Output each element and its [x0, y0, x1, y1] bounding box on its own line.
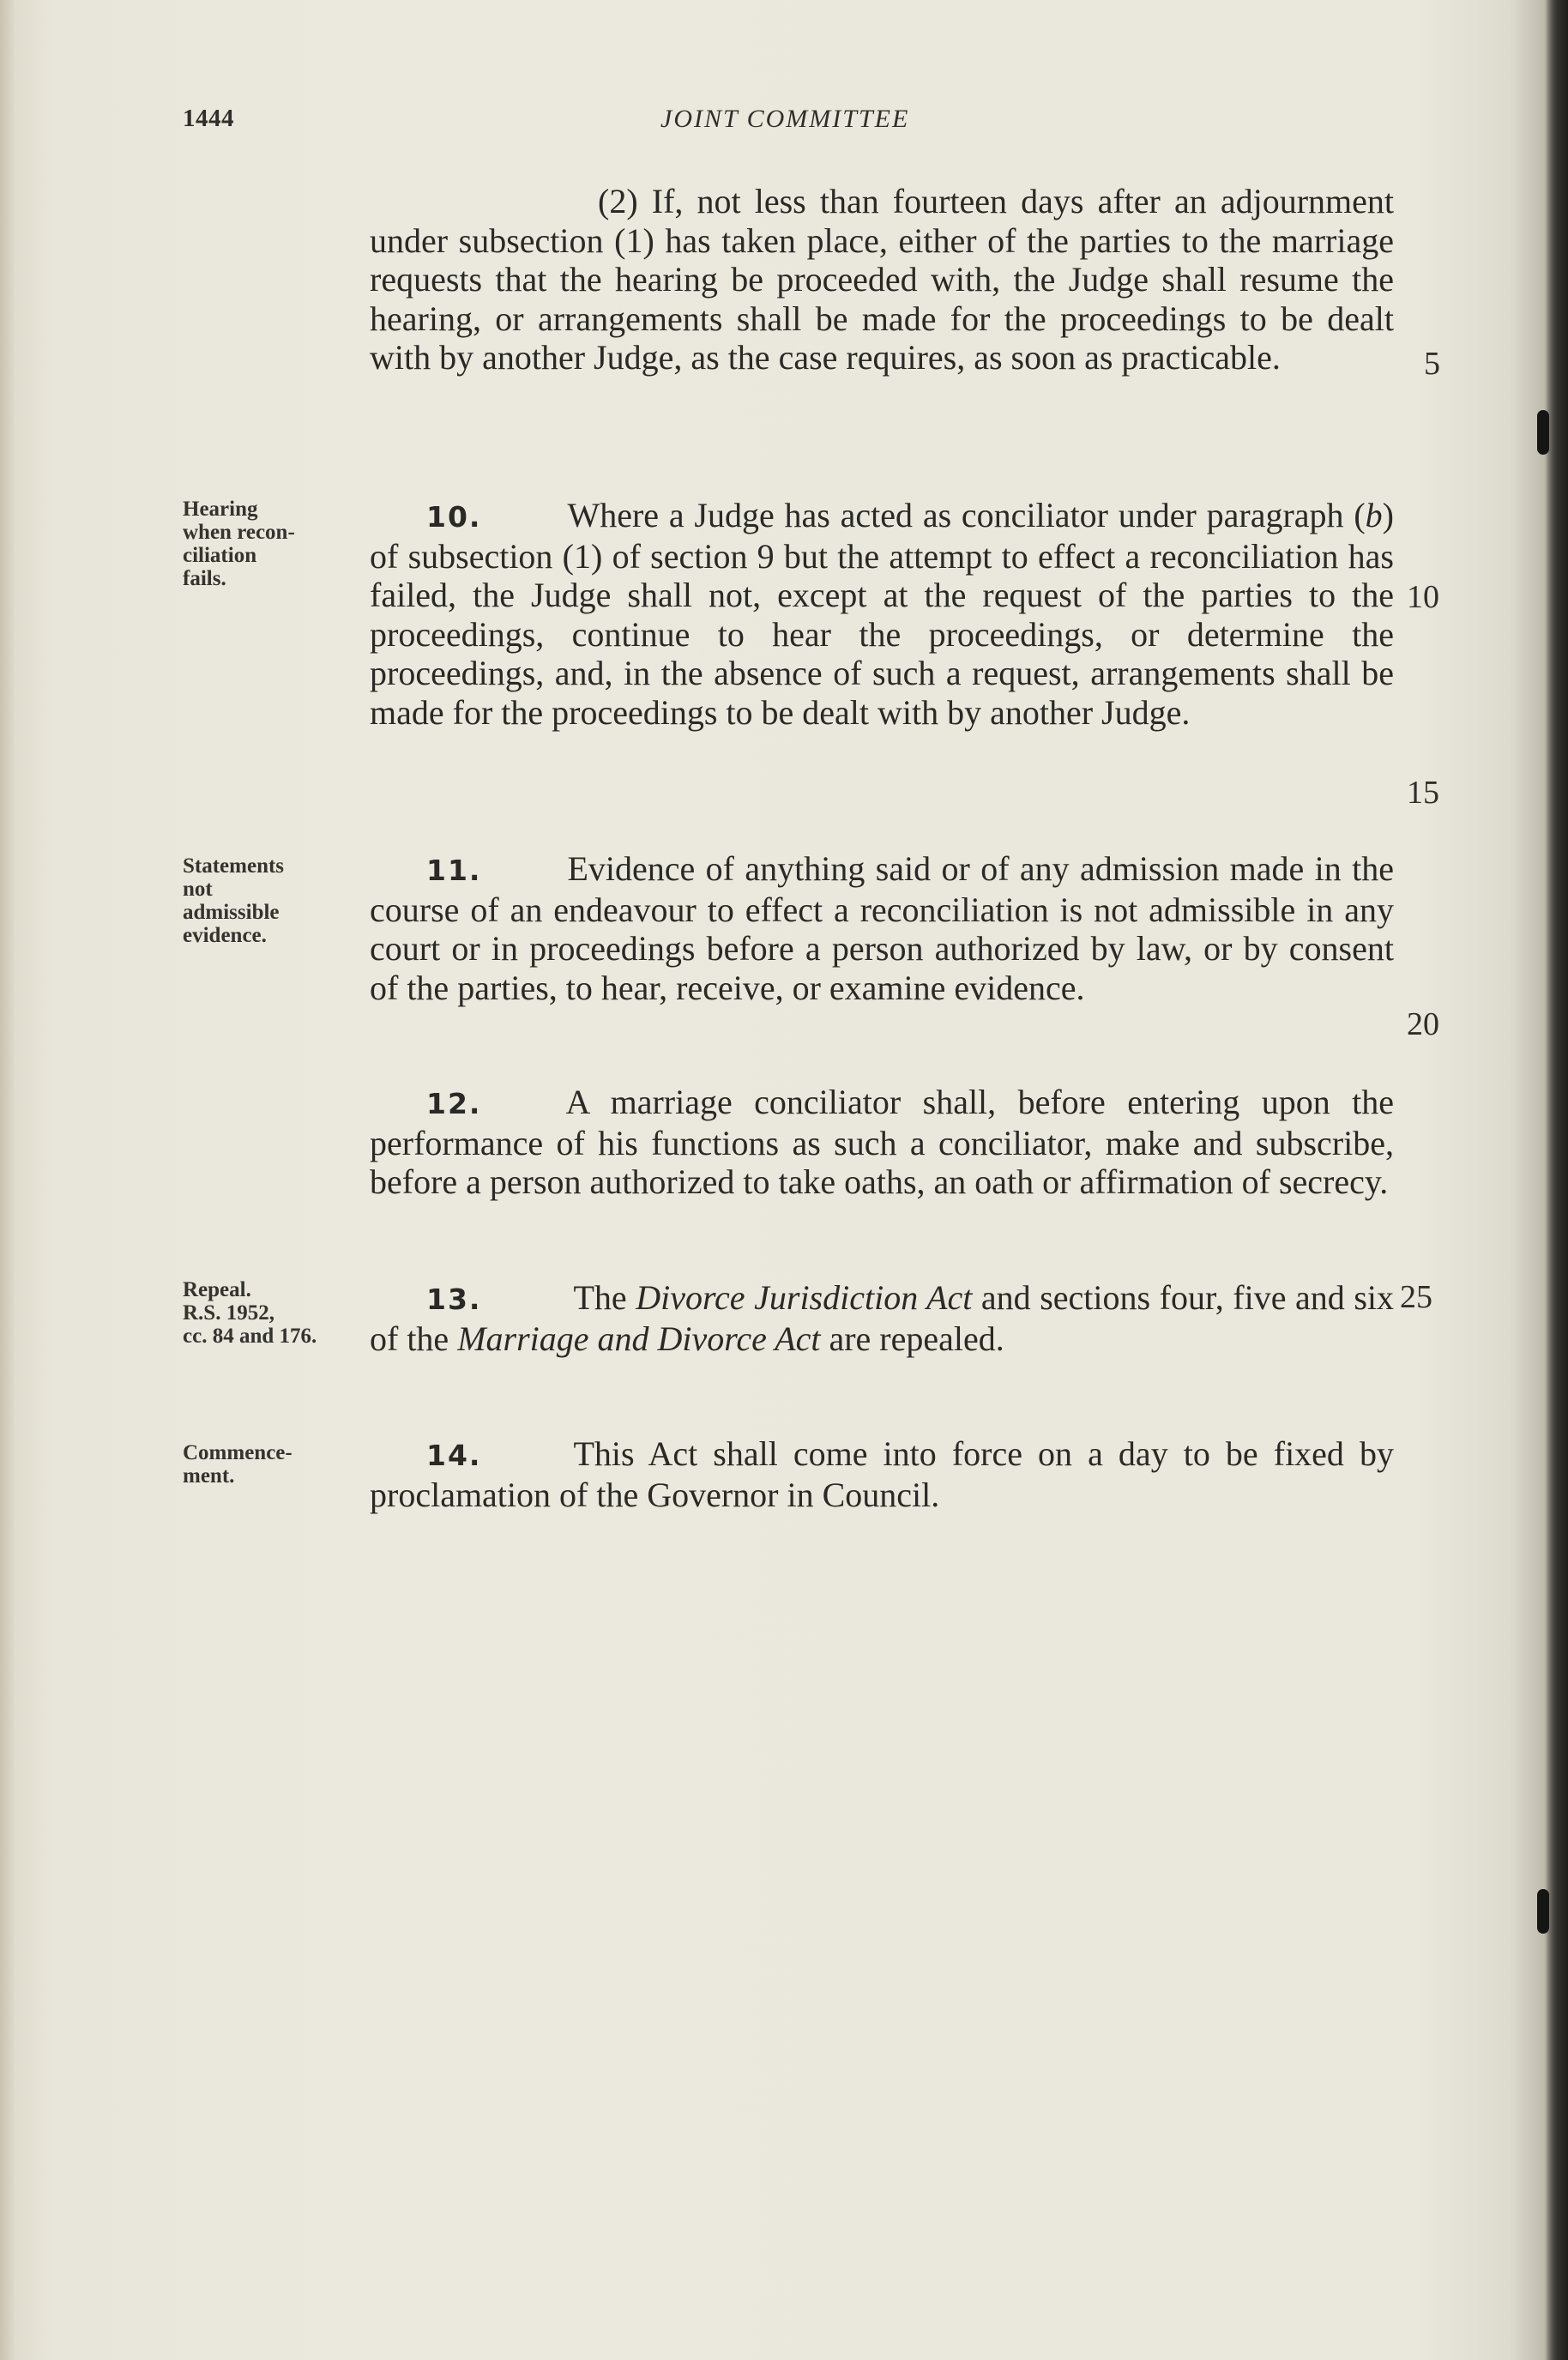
section-number: 11.	[426, 854, 482, 887]
side-note-line: Statements	[183, 854, 285, 878]
section-10-text-a: Where a Judge has acted as conciliator under paragraph (	[567, 496, 1366, 534]
side-note-line: ment.	[183, 1464, 235, 1488]
act-title-marriage-divorce: Marriage and Divorce Act	[457, 1319, 821, 1358]
section-10	[370, 496, 1394, 733]
page-left-edge	[0, 0, 15, 2360]
section-13-text	[370, 1278, 1394, 1358]
side-note-hearing	[183, 498, 363, 590]
running-head	[0, 105, 1568, 139]
section-14-body: This Act shall come into force on a day to be fixed by proclamation of the Governor in Council.	[370, 1434, 1394, 1514]
section-13	[370, 1278, 1394, 1358]
side-note-line: ciliation	[183, 544, 257, 567]
side-note-statements	[183, 854, 363, 947]
side-note-line: not	[183, 878, 213, 901]
section-14	[370, 1434, 1394, 1514]
binding-ring-bottom	[1537, 1889, 1549, 1934]
side-note-line: R.S. 1952,	[183, 1301, 274, 1325]
section-13-text-c: are repealed.	[820, 1319, 1004, 1358]
side-note-line: admissible	[183, 901, 280, 924]
section-number: 12.	[426, 1087, 482, 1120]
section-11-body: Evidence of anything said or of any admission made in the course of an endeavour to effect a reconciliation is not admissible in any court or in proceedings before a person authorized by law, or by consent of the parties, to hear, receive, or examine evidence.	[370, 849, 1394, 1007]
binding-ring-top	[1537, 410, 1549, 455]
line-number-20: 20	[1407, 1006, 1439, 1042]
section-10-text	[370, 496, 1394, 733]
section-13-text-a: The	[573, 1278, 636, 1317]
section-10-text-c: ) of subsection (1) of section 9 but the attempt to effect a reconciliation has failed, the Judge shall not, except at the request of the parties to the proceedings, continue to hear the proceedings, or determine the proceedings, and, in the absence of such a request, arrangements shall be made for the proceedings to be dealt with by another Judge.	[370, 496, 1394, 732]
act-title-divorce-jurisdiction: Divorce Jurisdiction Act	[636, 1278, 973, 1317]
section-11-text	[370, 849, 1394, 1007]
side-note-line: fails.	[183, 567, 226, 590]
line-number-15: 15	[1407, 775, 1439, 811]
section-12-text	[370, 1083, 1394, 1202]
side-note-line: Hearing	[183, 498, 258, 521]
section-12	[370, 1083, 1394, 1202]
section-number: 14.	[426, 1439, 482, 1472]
section-12-body: A marriage conciliator shall, before entering upon the performance of his functions as such a conciliator, make and subscribe, before a person authorized to take oaths, an oath or affirmation of secrecy.	[370, 1083, 1394, 1202]
section-14-text	[370, 1434, 1394, 1514]
section-11	[370, 849, 1394, 1007]
subsection-2	[370, 182, 1394, 377]
section-13-text-b: and sections four, five and six of the	[370, 1278, 1395, 1358]
side-note-line: Repeal.	[183, 1278, 251, 1301]
book-spine	[1546, 0, 1568, 2360]
section-number: 10.	[426, 500, 482, 534]
side-note-line: Commence-	[183, 1441, 292, 1464]
side-note-commencement	[183, 1441, 363, 1488]
side-note-line: when recon-	[183, 521, 295, 544]
section-number: 13.	[426, 1283, 482, 1316]
side-note-line: evidence.	[183, 924, 267, 947]
line-number-10: 10	[1407, 579, 1439, 615]
side-note-line: cc. 84 and 176.	[183, 1325, 317, 1348]
line-number-5: 5	[1424, 346, 1440, 382]
line-number-25: 25	[1400, 1279, 1432, 1315]
section-10-text-b: b	[1365, 496, 1383, 534]
running-title: JOINT COMMITTEE	[660, 105, 910, 133]
subsection-2-text: (2) If, not less than fourteen days after an adjournment under subsection (1) has taken place, either of the parties to the marriage requests that the hearing be proceeded with, the Judge shall resume the hearing, or arrangements shall be made for the proceedings to be dealt with by another Judge, as the case requires, as soon as practicable.	[370, 182, 1394, 377]
page-number: 1444	[183, 105, 234, 132]
side-note-repeal	[183, 1278, 363, 1348]
